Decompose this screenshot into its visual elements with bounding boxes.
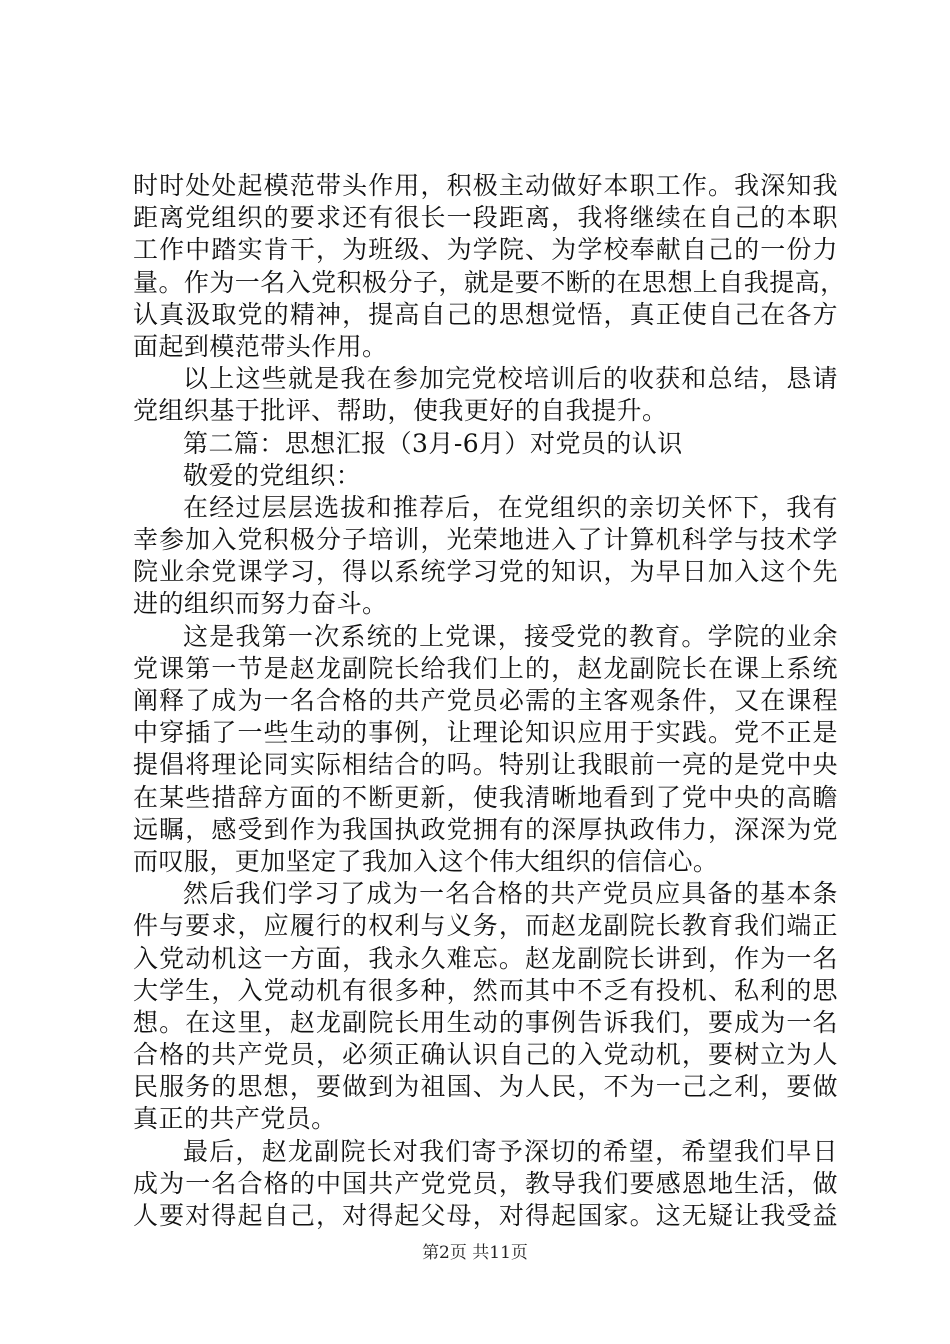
text-line: 中穿插了一些生动的事例，让理论知识应用于实践。党不正是: [133, 718, 838, 748]
text-line: 远瞩，感受到作为我国执政党拥有的深厚执政伟力，深深为党: [133, 814, 838, 844]
text-line: 时时处处起模范带头作用，积极主动做好本职工作。我深知我: [133, 171, 838, 200]
text-line: 人要对得起自己，对得起父母，对得起国家。这无疑让我受益: [133, 1201, 838, 1230]
text-line: 在某些措辞方面的不断更新，使我清晰地看到了党中央的高瞻: [133, 782, 838, 812]
text-line: 件与要求，应履行的权利与义务，而赵龙副院长教育我们端正: [133, 911, 838, 941]
text-line: 最后，赵龙副院长对我们寄予深切的希望，希望我们早日: [183, 1136, 838, 1166]
text-line: 合格的共产党员，必须正确认识自己的入党动机，要树立为人: [133, 1040, 838, 1070]
text-line: 工作中踏实肯干，为班级、为学院、为学校奉献自己的一份力: [133, 235, 838, 265]
text-line: 提倡将理论同实际相结合的吗。特别让我眼前一亮的是党中央: [133, 750, 838, 780]
text-line: 敬爱的党组织：: [183, 460, 362, 490]
text-line: 想。在这里，赵龙副院长用生动的事例告诉我们，要成为一名: [133, 1007, 838, 1037]
text-line: 面起到模范带头作用。: [133, 331, 388, 361]
page-footer: 第2页 共11页: [422, 1243, 528, 1263]
text-line: 以上这些就是我在参加完党校培训后的收获和总结，恳请: [183, 364, 838, 394]
text-line: 大学生，入党动机有很多种，然而其中不乏有投机、私利的思: [133, 975, 838, 1005]
text-line: 量。作为一名入党积极分子，就是要不断的在思想上自我提高，: [133, 267, 846, 297]
text-line: 在经过层层选拔和推荐后，在党组织的亲切关怀下，我有: [183, 492, 838, 522]
text-line: 这是我第一次系统的上党课，接受党的教育。学院的业余: [183, 621, 838, 651]
text-line: 然后我们学习了成为一名合格的共产党员应具备的基本条: [183, 879, 838, 909]
text-line: 认真汲取党的精神，提高自己的思想觉悟，真正使自己在各方: [133, 299, 838, 329]
document-body: [133, 170, 846, 1232]
text-line: 真正的共产党员。: [133, 1104, 337, 1134]
text-line: 进的组织而努力奋斗。: [133, 589, 388, 619]
text-line: 而叹服，更加坚定了我加入这个伟大组织的信信心。: [133, 846, 719, 876]
text-line: 幸参加入党积极分子培训，光荣地进入了计算机科学与技术学: [133, 525, 838, 555]
text-line: 成为一名合格的中国共产党党员，教导我们要感恩地生活，做: [133, 1168, 838, 1198]
text-line: 党课第一节是赵龙副院长给我们上的，赵龙副院长在课上系统: [133, 653, 838, 683]
text-line: 阐释了成为一名合格的共产党员必需的主客观条件，又在课程: [133, 686, 838, 715]
text-line: 院业余党课学习，得以系统学习党的知识，为早日加入这个先: [133, 557, 838, 587]
text-line: 党组织基于批评、帮助，使我更好的自我提升。: [133, 396, 668, 426]
text-line: 民服务的思想，要做到为祖国、为人民，不为一己之利，要做: [133, 1072, 838, 1102]
text-line: 第二篇：思想汇报（3月-6月）对党员的认识: [183, 428, 683, 458]
text-line: 入党动机这一方面，我永久难忘。赵龙副院长讲到，作为一名: [133, 943, 838, 973]
text-line: 距离党组织的要求还有很长一段距离，我将继续在自己的本职: [133, 203, 838, 233]
